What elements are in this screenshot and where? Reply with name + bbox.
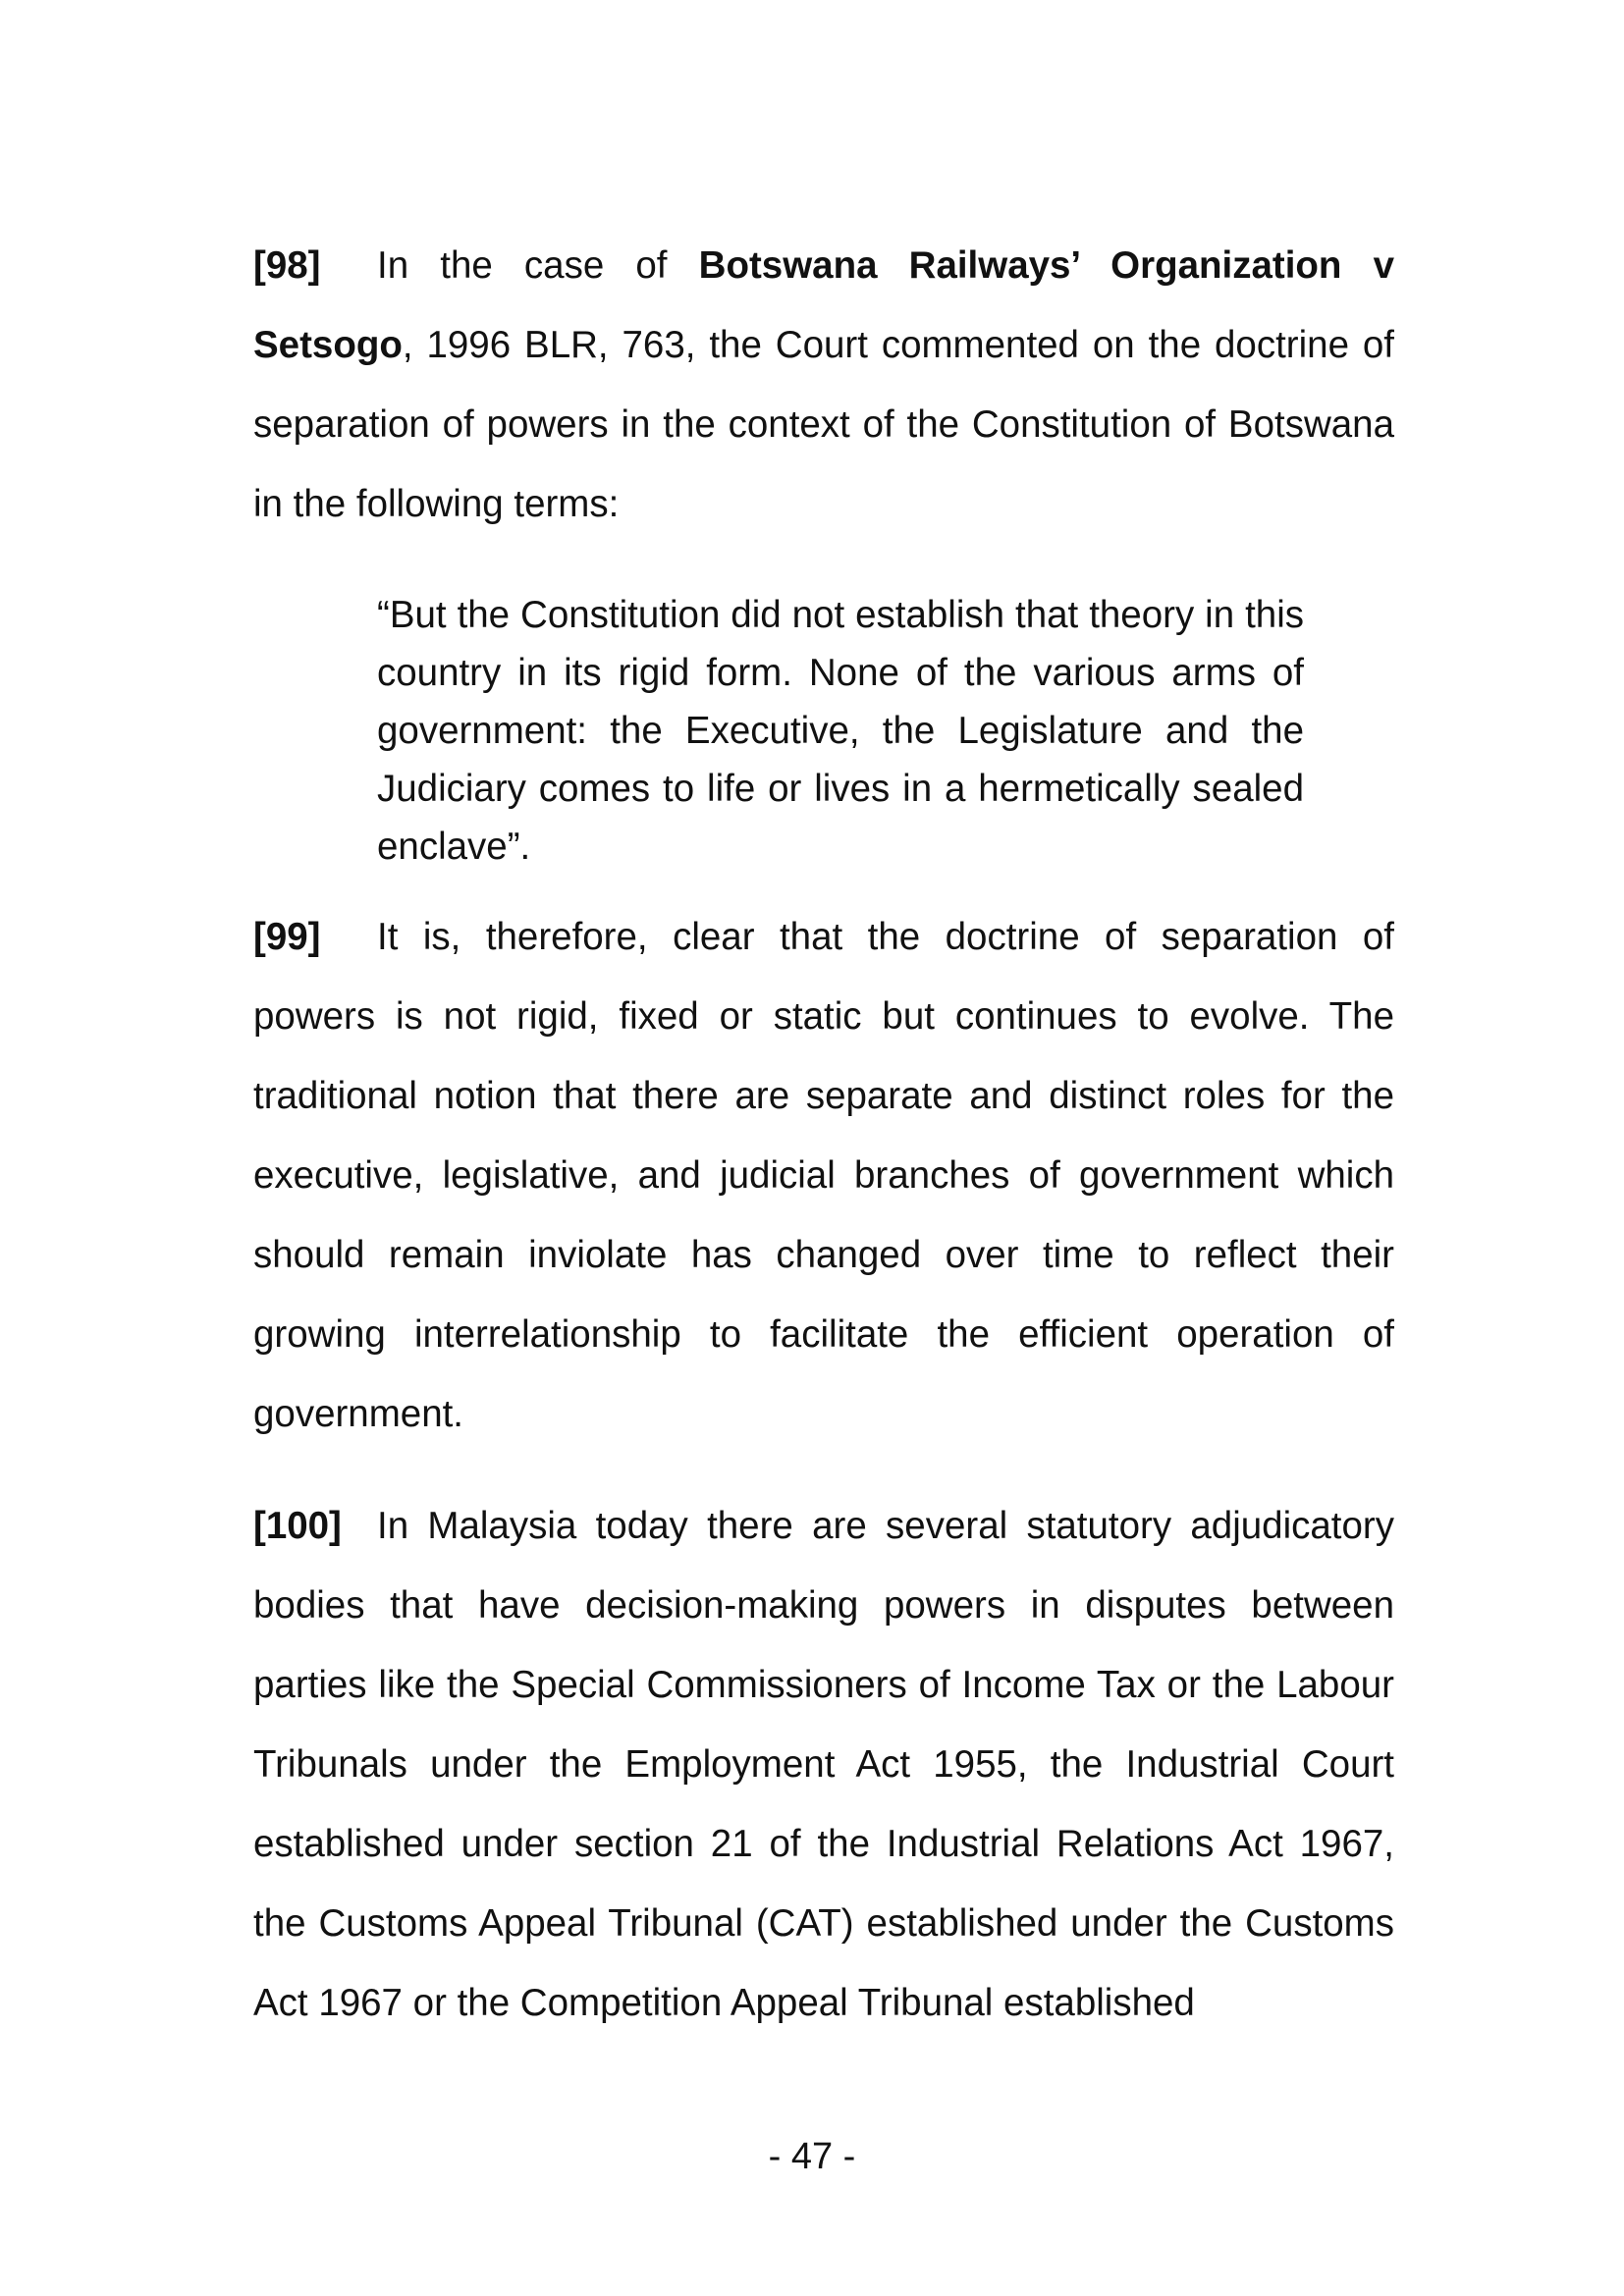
block-quote: “But the Constitution did not establish that theory in this country in its rigid form. None of the various arms of government: the Executive, the Legislature and the Judiciary comes to life or lives in a hermetically sealed enclave”. bbox=[377, 594, 1304, 868]
paragraph-text: In Malaysia today there are several statutory adjudicatory bodies that have decision-making powers in disputes between parties like the Special Commissioners of Income Tax or the Labour Tribunals under the Employment Act 1955, the Industrial Court established under section 21 of the Industrial Relations Act 1967, the Customs Appeal Tribunal (CAT) established under the Customs Act 1967 or the Competition Appeal Tribunal established bbox=[253, 1505, 1394, 2024]
paragraph-text: , 1996 BLR, 763, the Court commented on the doctrine of separation of powers in the context of the Constitution of Botswana in the following terms: bbox=[253, 324, 1394, 525]
case-name: Botswana Railways’ Organization v Setsogo bbox=[253, 244, 1394, 366]
paragraph-text: It is, therefore, clear that the doctrine of separation of powers is not rigid, fixed or static but continues to evolve. The traditional notion that there are separate and distinct roles for the executive, legislative, and judicial branches of government which should remain inviolate has changed over time to reflect their growing interrelationship to facilitate the efficient operation of government. bbox=[253, 916, 1394, 1435]
paragraph-number: [99] bbox=[253, 916, 321, 958]
paragraph-100 bbox=[253, 1486, 1394, 2043]
page-number: - 47 - bbox=[768, 2136, 856, 2177]
paragraph-text: In the case of bbox=[377, 244, 699, 287]
paragraph-number: [98] bbox=[253, 244, 321, 287]
paragraph-number: [100] bbox=[253, 1505, 342, 1547]
paragraph-99 bbox=[253, 897, 1394, 1454]
paragraph-98 bbox=[253, 226, 1394, 544]
